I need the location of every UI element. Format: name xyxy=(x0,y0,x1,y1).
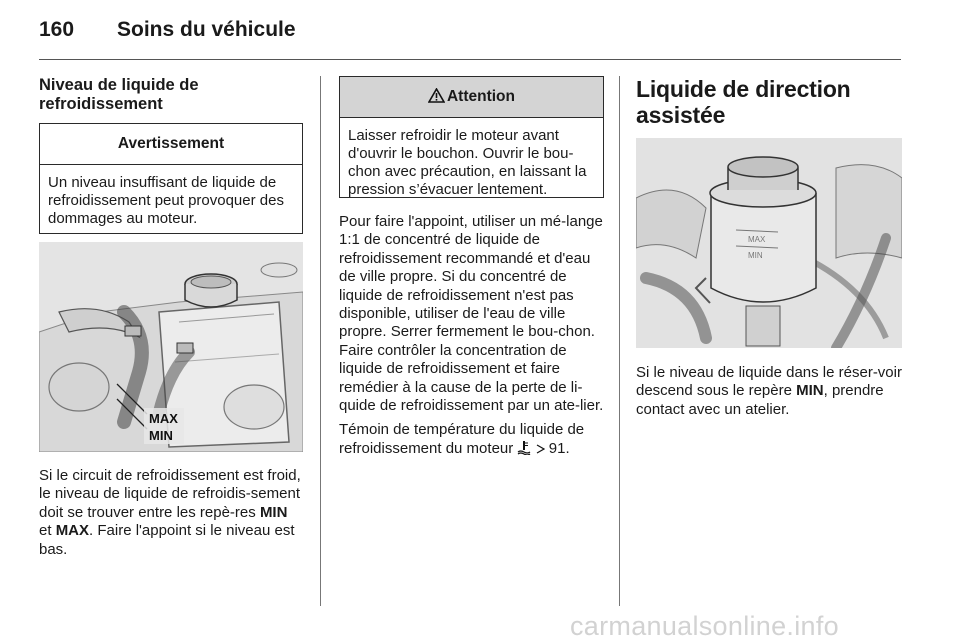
page-reference-icon xyxy=(536,444,545,454)
coolant-reservoir-illustration xyxy=(39,242,303,452)
coolant-temperature-icon xyxy=(517,440,531,455)
column-refill xyxy=(339,76,604,458)
column-coolant xyxy=(39,76,303,559)
steering-level-paragraph: Si le niveau de liquide dans le réser-voir descend sous le repère MIN, prendre contact avec un atelier. xyxy=(636,364,902,418)
column-divider-1 xyxy=(320,76,321,606)
warning-text: Un niveau insuffisant de liquide de refroidissement peut provoquer des dommages au moteur. xyxy=(48,174,284,227)
warning-triangle-icon xyxy=(428,88,445,103)
warning-box xyxy=(39,123,303,234)
coolant-min-label: MIN xyxy=(149,428,173,443)
refill-paragraph: Pour faire l'appoint, utiliser un mé-lange 1:1 de concentré de liquide de refroidissement recommandé et d'eau de ville propre. Si du concentré de liquide de refroidissement n'est pas disponible, utiliser de l'eau de ville propre. Serrer fermement le bou-chon. Faire contrôler la concentration de liquide de refroidissement et faire remédier à la cause de la perte de li-quide de refroidissement par un ate-lier. xyxy=(339,213,604,415)
temperature-indicator-paragraph: Témoin de température du liquide de refroidissement du moteur 91. xyxy=(339,421,585,457)
steering-min-mark-text: MIN xyxy=(796,382,824,400)
warning-title: Avertissement xyxy=(40,124,302,165)
page-reference-number: 91 xyxy=(548,439,566,457)
watermark: carmanualsonline.info xyxy=(570,611,839,641)
page-number: 160 xyxy=(39,18,75,41)
column-divider-2 xyxy=(619,76,620,606)
attention-header xyxy=(340,77,603,118)
steering-min-label: MIN xyxy=(748,251,763,260)
coolant-reservoir-figure xyxy=(39,242,303,452)
header-rule xyxy=(39,59,901,60)
coolant-max-label: MAX xyxy=(149,411,178,426)
max-mark-text: MAX xyxy=(55,522,90,540)
attention-text: Laisser refroidir le moteur avant d'ouvrir le bouchon. Ouvrir le bou-chon avec précaution, en laissant la pression s’évacuer lentement. xyxy=(348,127,587,198)
steering-max-label: MAX xyxy=(748,235,766,244)
attention-box xyxy=(339,76,604,198)
power-steering-reservoir-figure xyxy=(636,138,902,348)
attention-title: Attention xyxy=(446,88,515,105)
power-steering-reservoir-illustration xyxy=(636,138,902,348)
column-power-steering xyxy=(636,76,902,419)
coolant-level-paragraph: Si le circuit de refroidissement est froid, le niveau de liquide de refroidis-sement doit se trouver entre les repè-res MIN et MAX. Faire l'appoint si le niveau est bas. xyxy=(39,467,301,558)
section-heading-power-steering: Liquide de direction assistée xyxy=(636,76,851,128)
section-heading-coolant: Niveau de liquide de refroidissement xyxy=(39,76,199,113)
page-header-title: Soins du véhicule xyxy=(117,18,296,41)
min-mark-text: MIN xyxy=(259,503,288,521)
